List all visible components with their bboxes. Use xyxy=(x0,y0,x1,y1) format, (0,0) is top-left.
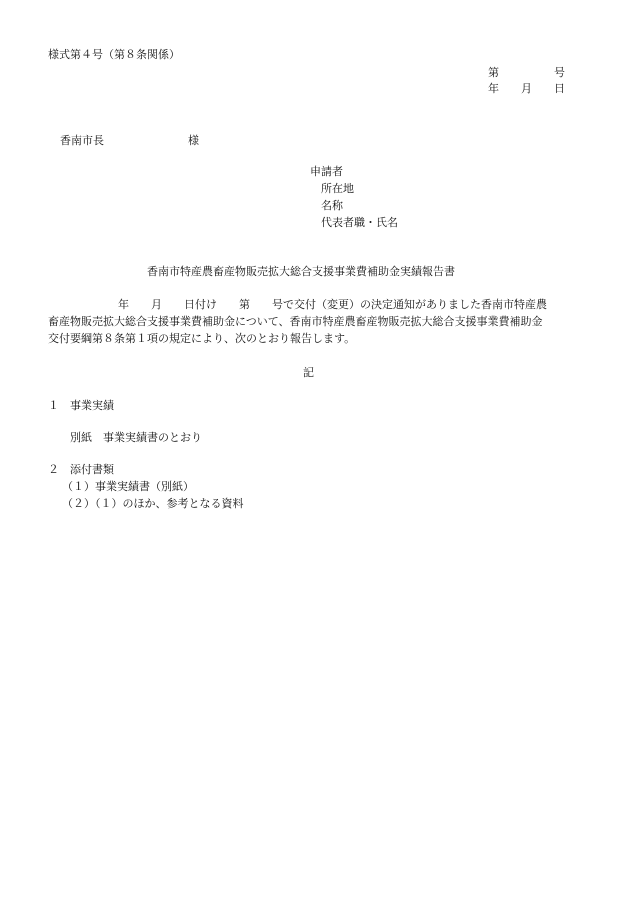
honorific: 様 xyxy=(188,134,199,147)
addressee: 香南市長 xyxy=(60,134,104,147)
applicant-address-label: 所在地 xyxy=(321,182,354,195)
document-date: 年 月 日 xyxy=(488,82,565,95)
body-line-2: 畜産物販売拡大総合支援事業費補助金について、香南市特産農畜産物販売拡大総合支援事業費補助金 xyxy=(48,315,543,328)
section2-heading: ２ 添付書類 xyxy=(48,463,114,476)
body-line-3: 交付要綱第８条第１項の規定により、次のとおり報告します。 xyxy=(48,332,356,345)
applicant-heading: 申請者 xyxy=(310,165,343,178)
body-paragraph xyxy=(48,296,598,347)
ki-marker: 記 xyxy=(303,366,314,379)
document-number: 第 号 xyxy=(488,66,565,79)
attachment-item-2: （２）（１）のほか、参考となる資料 xyxy=(62,497,244,510)
section1-heading: １ 事業実績 xyxy=(48,399,114,412)
section1-content: 別紙 事業実績書のとおり xyxy=(70,431,202,444)
applicant-name-label: 名称 xyxy=(321,199,343,212)
body-line-1: 年 月 日付け 第 号で交付（変更）の決定通知がありました香南市特産農 xyxy=(118,298,547,311)
attachment-item-1: （１）事業実績書（別紙） xyxy=(62,480,194,493)
document-title: 香南市特産農畜産物販売拡大総合支援事業費補助金実績報告書 xyxy=(147,265,455,278)
applicant-representative-label: 代表者職・氏名 xyxy=(321,216,398,229)
form-number: 様式第４号（第８条関係） xyxy=(48,48,180,61)
